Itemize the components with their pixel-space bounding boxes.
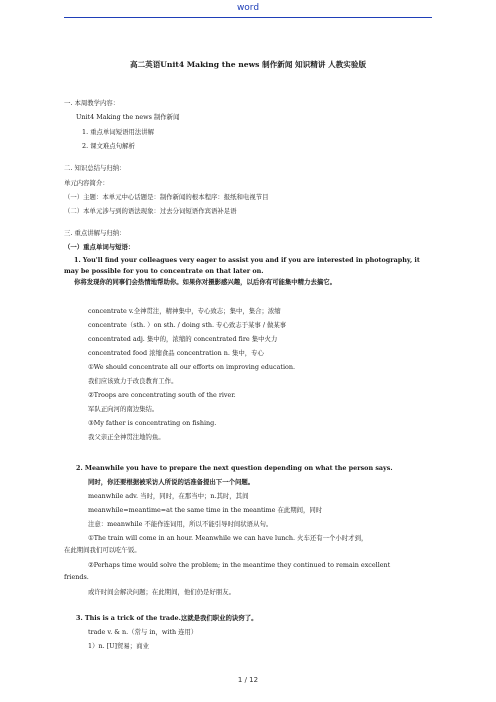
section1-item-2: 2. 课文难点句解析	[82, 142, 135, 150]
section2-item-1: （一）主题：本单元中心话题是：制作新闻的根本程序：报纸和电视节目	[64, 193, 269, 201]
section2-item-2: （二）本单元涉与到的语法现象：过去分词短语作宾语补足语	[64, 207, 237, 215]
section3-subheading: （一）重点单词与短语：	[64, 243, 135, 251]
item2-example-2: ②Perhaps time would solve the problem; in the meantime they continued to remain excellent	[88, 561, 391, 569]
item1-line-1: concentrate v.全神贯注，精神集中，专心致志；集中，集合；浓缩	[88, 307, 281, 315]
item1-line-2: concentrate（sth. ）on sth. / doing sth. 专心致志于某事 / 做某事	[88, 321, 287, 329]
item2-example-2-continued: friends.	[64, 573, 89, 581]
header-word: word	[236, 3, 260, 13]
document-title: 高二英语Unit4 Making the news 制作新闻 知识精讲 人教实验版	[129, 60, 367, 69]
item2-example-1-continued: 在此期间我们可以吃午饭。	[64, 546, 141, 554]
section1-topic: Unit4 Making the news 制作新闻	[76, 113, 180, 121]
item1-line-4: concentrated food 浓缩食品 concentration n. 集中，专心	[88, 349, 264, 357]
item1-example-3: ③My father is concentrating on fishing.	[88, 419, 217, 427]
item1-example-2: ②Troops are concentrating south of the river.	[88, 391, 236, 399]
header-rule	[64, 17, 432, 18]
item1-chinese-translation: 你将发现你的同事们会热情地帮助你。如果你对摄影感兴趣，以后你有可能集中精力去搞它。	[74, 278, 337, 286]
item1-example-1: ①We should concentrate all our efforts on improving education.	[88, 363, 295, 371]
item1-example-1-translation: 我们应该致力于改良教育工作。	[88, 377, 178, 385]
item2-note: 注意：meanwhile 不能作连词用，所以不能引导时间状语从句。	[88, 520, 273, 528]
section2-intro: 单元内容简介：	[64, 179, 109, 187]
item2-example-2-translation: 或许时间会解决问题；在此期间，他们仍是好朋友。	[88, 588, 235, 596]
item3-line-2: 1）n. [U]贸易；商业	[88, 642, 149, 650]
item3-sentence: 3. This is a trick of the trade.这就是我们职业的诀窍了。	[76, 614, 258, 622]
section2-heading: 二. 知识总结与归纳：	[64, 164, 126, 172]
item1-english-sentence: 1. You'll find your colleagues very eager to assist you and if you are interested in photography, it may be possible for you to concentrate on that later on.	[64, 256, 420, 275]
item2-line-2: meanwhile=meantime=at the same time in the meantime 在此期间，同时	[88, 506, 323, 514]
item2-chinese-translation: 同时，你还要根据被采访人所说的话准备提出下一个问题。	[88, 478, 255, 486]
item2-line-1: meanwhile adv. 当时，同时，在那当中；n.其时，其间	[88, 492, 249, 500]
item1-example-2-translation: 军队正向河的南边集结。	[88, 405, 159, 413]
page-number: 1 / 12	[237, 676, 259, 684]
section3-heading: 三. 重点讲解与归纳：	[64, 229, 126, 237]
item1-example-3-translation: 我父亲正全神贯注地钓鱼。	[88, 433, 165, 441]
section1-heading: 一. 本周教学内容：	[64, 99, 120, 107]
item2-english-sentence: 2. Meanwhile you have to prepare the next question depending on what the person says.	[76, 464, 393, 472]
item3-line-1: trade v. & n.（常与 in，with 连用）	[88, 628, 198, 636]
item2-example-1: ①The train will come in an hour. Meanwhile we can have lunch. 火车还有一个小时才到，	[88, 534, 368, 542]
section1-item-1: 1. 重点单词短语用法讲解	[82, 128, 155, 136]
item1-line-3: concentrated adj. 集中的，浓缩的 concentrated fire 集中火力	[88, 335, 278, 343]
